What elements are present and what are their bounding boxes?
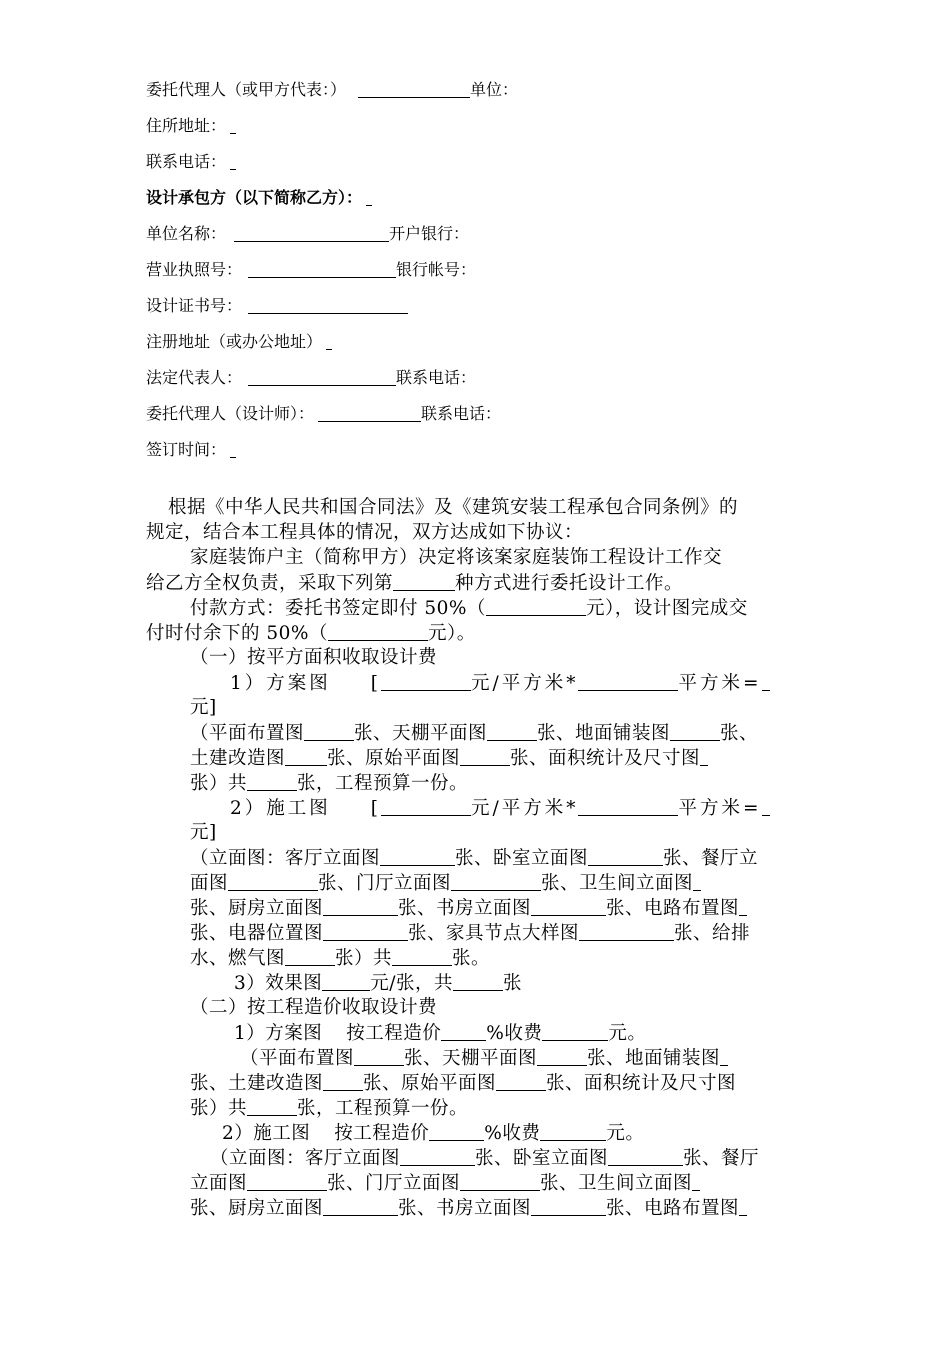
s1-i2-d5-c: 张。: [452, 948, 491, 969]
blank[interactable]: [323, 1197, 398, 1216]
s1-i2-d5-a: 水、燃气图: [190, 948, 286, 969]
reg-address-row: [146, 331, 332, 353]
s1-i1-unit: 元/平方米*: [471, 673, 579, 694]
s1-i2-bracket: [: [370, 798, 381, 819]
address-label: 住所地址：: [146, 116, 227, 135]
s1-item2-detail4: [190, 922, 750, 945]
s1-item1-detail1: [190, 722, 758, 745]
party-b-blank[interactable]: [366, 187, 372, 206]
p3-l1-text-b: 元），设计图完成交: [586, 598, 748, 619]
p3-line1: [190, 597, 748, 620]
s1-i1-d1-a: （平面布置图: [190, 723, 305, 744]
p2-l2-text-b: 种方式进行委托设计工作。: [455, 573, 684, 594]
agent-phone-label: 联系电话：: [421, 404, 502, 423]
address-blank[interactable]: [230, 115, 236, 134]
reg-address-blank[interactable]: [326, 331, 332, 350]
blank[interactable]: [451, 872, 541, 891]
s2-i2-cost: 按工程造价: [334, 1123, 430, 1144]
p3-l2-text-b: 元）。: [428, 623, 476, 644]
blank[interactable]: [540, 1122, 606, 1141]
agent-designer-row: [146, 403, 501, 425]
blank[interactable]: [304, 722, 354, 741]
s1-i2-d5-b: 张）共: [335, 948, 393, 969]
blank[interactable]: [496, 1072, 546, 1091]
s1-item2-detail3: [190, 897, 747, 920]
blank[interactable]: [531, 897, 606, 916]
s1-i1-d2-c: 张、面积统计及尺寸图: [510, 748, 701, 769]
s2-item2-detail1: [210, 1147, 759, 1170]
license-row: [146, 259, 476, 281]
blank[interactable]: [429, 1122, 484, 1141]
unit-name-row: [146, 223, 469, 245]
p2-line1: 家庭装饰户主（简称甲方）决定将该案家庭装饰工程设计工作交: [190, 547, 723, 568]
agent-party-a-row: [146, 79, 518, 101]
s1-i2-d1-a: （立面图：客厅立面图: [190, 848, 381, 869]
s1-i1-d2-b: 张、原始平面图: [327, 748, 461, 769]
s2-i2-d3-c: 张、电路布置图: [606, 1198, 740, 1219]
s2-i1-d1-a: （平面布置图: [240, 1048, 355, 1069]
s2-i2-d3-b: 张、书房立面图: [398, 1198, 532, 1219]
blank[interactable]: [323, 922, 408, 941]
s2-i2-d2-a: 立面图: [190, 1173, 248, 1194]
s2-i2-d2-c: 张、卫生间立面图: [540, 1173, 693, 1194]
design-cert-blank[interactable]: [248, 295, 408, 314]
s1-item2-close: 元]: [190, 822, 217, 843]
s1-i1-d3-a: 张）共: [190, 773, 248, 794]
blank[interactable]: [441, 1022, 486, 1041]
agent-designer-label: 委托代理人（设计师）：: [146, 404, 315, 423]
s1-item1-close: 元]: [190, 697, 217, 718]
reg-address-label: 注册地址（或办公地址）: [146, 332, 323, 351]
blank[interactable]: [739, 1197, 747, 1216]
license-label: 营业执照号：: [146, 260, 243, 279]
unit-name-blank[interactable]: [234, 223, 389, 242]
sign-time-blank[interactable]: [230, 439, 236, 458]
blank[interactable]: [247, 772, 297, 791]
unit-name-label: 单位名称：: [146, 224, 227, 243]
s2-item1-detail1: [240, 1047, 728, 1070]
sign-time-label: 签订时间：: [146, 440, 227, 459]
blank[interactable]: [392, 947, 452, 966]
legal-rep-label: 法定代表人：: [146, 368, 243, 387]
s1-item3-row: [234, 972, 522, 995]
s2-i2-d3-a: 张、厨房立面图: [190, 1198, 324, 1219]
section2-title: （二）按工程造价收取设计费: [190, 997, 438, 1018]
bank-account-label: 银行帐号：: [396, 260, 477, 279]
s2-item1-detail2: [190, 1072, 736, 1095]
s2-i2-d2-b: 张、门厅立面图: [327, 1173, 461, 1194]
design-cert-label: 设计证书号：: [146, 296, 243, 315]
balance-amount-blank[interactable]: [328, 622, 428, 641]
legal-rep-row: [146, 367, 476, 389]
s1-i2-d2-c: 张、卫生间立面图: [541, 873, 694, 894]
blank[interactable]: [400, 1147, 475, 1166]
s1-i2-d2-a: 面图: [190, 873, 229, 894]
s1-i2-d1-b: 张、卧室立面图: [455, 848, 589, 869]
p2-line2: [146, 572, 683, 595]
p3-l2-text-a: 付时付余下的 50%（: [146, 623, 329, 644]
blank[interactable]: [588, 847, 663, 866]
p1-line1: 根据《中华人民共和国合同法》及《建筑安装工程承包合同条例》的: [168, 497, 739, 518]
s1-i1-d1-c: 张、地面铺装图: [537, 723, 671, 744]
s2-item2-detail2: [190, 1172, 700, 1195]
blank[interactable]: [285, 747, 327, 766]
s1-i2-d2-b: 张、门厅立面图: [318, 873, 452, 894]
phone-blank[interactable]: [230, 151, 236, 170]
s1-item2-detail5: [190, 947, 490, 970]
blank[interactable]: [285, 947, 335, 966]
s1-item1-detail3: [190, 772, 468, 795]
blank[interactable]: [739, 897, 747, 916]
agent-designer-blank[interactable]: [318, 403, 421, 422]
s2-i1-d1-c: 张、地面铺装图: [587, 1048, 721, 1069]
s1-i1-total-blank[interactable]: [762, 672, 770, 691]
party-b-title-row: [146, 187, 372, 209]
s2-item1-detail3: [190, 1097, 468, 1120]
blank[interactable]: [247, 1097, 297, 1116]
blank[interactable]: [380, 847, 455, 866]
s2-i1-d3-b: 张，工程预算一份。: [297, 1098, 469, 1119]
blank[interactable]: [228, 872, 318, 891]
blank[interactable]: [453, 972, 503, 991]
s1-i2-area-blank[interactable]: [578, 797, 678, 816]
s1-item2-row: [230, 797, 770, 820]
s1-i2-d3-b: 张、书房立面图: [398, 898, 532, 919]
p3-l1-text-a: 付款方式：委托书签定即付 50%（: [190, 598, 487, 619]
method-number-blank[interactable]: [393, 572, 455, 591]
s1-i1-label: 1）方案图: [230, 673, 331, 694]
sign-time-row: [146, 439, 236, 461]
s2-i1-d3-a: 张）共: [190, 1098, 248, 1119]
blank[interactable]: [693, 872, 701, 891]
party-b-title: 设计承包方（以下简称乙方）：: [146, 188, 363, 207]
s1-i1-bracket: [: [370, 673, 381, 694]
s1-i2-d4-c: 张、给排: [674, 923, 751, 944]
s1-i1-d1-d: 张、: [720, 723, 759, 744]
s1-i1-d1-b: 张、天棚平面图: [354, 723, 488, 744]
s2-i1-yuan: 元。: [608, 1023, 647, 1044]
phone-row: [146, 151, 236, 173]
s1-i2-d4-a: 张、电器位置图: [190, 923, 324, 944]
blank[interactable]: [487, 722, 537, 741]
p2-l2-text-a: 给乙方全权负责，采取下列第: [146, 573, 394, 594]
blank[interactable]: [460, 747, 510, 766]
s1-i3-label: 3）效果图: [234, 973, 323, 994]
s1-i2-unit-price-blank[interactable]: [381, 797, 471, 816]
s2-item1-row: [234, 1022, 646, 1045]
s2-i2-d1-a: （立面图：客厅立面图: [210, 1148, 401, 1169]
s1-i1-d3-b: 张，工程预算一份。: [297, 773, 469, 794]
deposit-amount-blank[interactable]: [486, 597, 586, 616]
blank[interactable]: [247, 1172, 327, 1191]
s1-i1-area-blank[interactable]: [578, 672, 678, 691]
unit-label: 单位：: [470, 80, 519, 99]
blank[interactable]: [608, 1147, 683, 1166]
s2-i2-yuan: 元。: [606, 1123, 645, 1144]
design-cert-row: [146, 295, 408, 317]
s2-i1-d2-c: 张、面积统计及尺寸图: [546, 1073, 737, 1094]
p3-line2: [146, 622, 476, 645]
agent-party-a-blank[interactable]: [358, 79, 470, 98]
s2-i2-label: 2）施工图: [222, 1123, 311, 1144]
s2-item2-detail3: [190, 1197, 747, 1220]
s1-i2-d1-c: 张、餐厅立: [663, 848, 759, 869]
section1-title: （一）按平方面积收取设计费: [190, 647, 438, 668]
s2-i2-d1-c: 张、餐厅: [683, 1148, 760, 1169]
s1-i2-d3-a: 张、厨房立面图: [190, 898, 324, 919]
blank[interactable]: [692, 1172, 700, 1191]
legal-rep-blank[interactable]: [248, 367, 396, 386]
blank[interactable]: [531, 1197, 606, 1216]
s1-i2-d3-c: 张、电路布置图: [606, 898, 740, 919]
blank[interactable]: [670, 722, 720, 741]
s1-i2-area-unit: 平方米=: [678, 798, 762, 819]
s1-i3-unit: 元/张，共: [370, 973, 454, 994]
license-blank[interactable]: [248, 259, 396, 278]
s1-i1-unit-price-blank[interactable]: [381, 672, 471, 691]
s1-i1-d2-a: 土建改造图: [190, 748, 286, 769]
s1-item2-detail1: [190, 847, 758, 870]
s1-i2-unit: 元/平方米*: [471, 798, 579, 819]
s1-item1-detail2: [190, 747, 708, 770]
s2-i1-rate: %收费: [486, 1023, 543, 1044]
bank-label: 开户银行：: [389, 224, 470, 243]
blank[interactable]: [323, 897, 398, 916]
s2-i2-d1-b: 张、卧室立面图: [475, 1148, 609, 1169]
blank[interactable]: [542, 1022, 608, 1041]
s2-i2-rate: %收费: [484, 1123, 541, 1144]
s1-i2-total-blank[interactable]: [762, 797, 770, 816]
blank[interactable]: [537, 1047, 587, 1066]
s1-i1-area-unit: 平方米=: [678, 673, 762, 694]
s1-i2-label: 2）施工图: [230, 798, 331, 819]
s2-item2-row: [222, 1122, 644, 1145]
s1-i2-d4-b: 张、家具节点大样图: [408, 923, 580, 944]
blank[interactable]: [323, 1072, 363, 1091]
blank[interactable]: [700, 747, 708, 766]
phone-label: 联系电话：: [146, 152, 227, 171]
s1-item1-row: [230, 672, 770, 695]
blank[interactable]: [460, 1172, 540, 1191]
blank[interactable]: [322, 972, 370, 991]
s1-item2-detail2: [190, 872, 701, 895]
legal-phone-label: 联系电话：: [396, 368, 477, 387]
blank[interactable]: [720, 1047, 728, 1066]
s2-i1-d1-b: 张、天棚平面图: [404, 1048, 538, 1069]
s2-i1-d2-a: 张、土建改造图: [190, 1073, 324, 1094]
s1-i3-count: 张: [503, 973, 523, 994]
blank[interactable]: [579, 922, 674, 941]
address-row: [146, 115, 236, 137]
agent-party-a-label: 委托代理人（或甲方代表：）: [146, 80, 347, 99]
p1-line2: 规定，结合本工程具体的情况，双方达成如下协议：: [146, 522, 584, 543]
s2-i1-cost: 按工程造价: [346, 1023, 442, 1044]
s2-i1-d2-b: 张、原始平面图: [363, 1073, 497, 1094]
blank[interactable]: [354, 1047, 404, 1066]
s2-i1-label: 1）方案图: [234, 1023, 323, 1044]
